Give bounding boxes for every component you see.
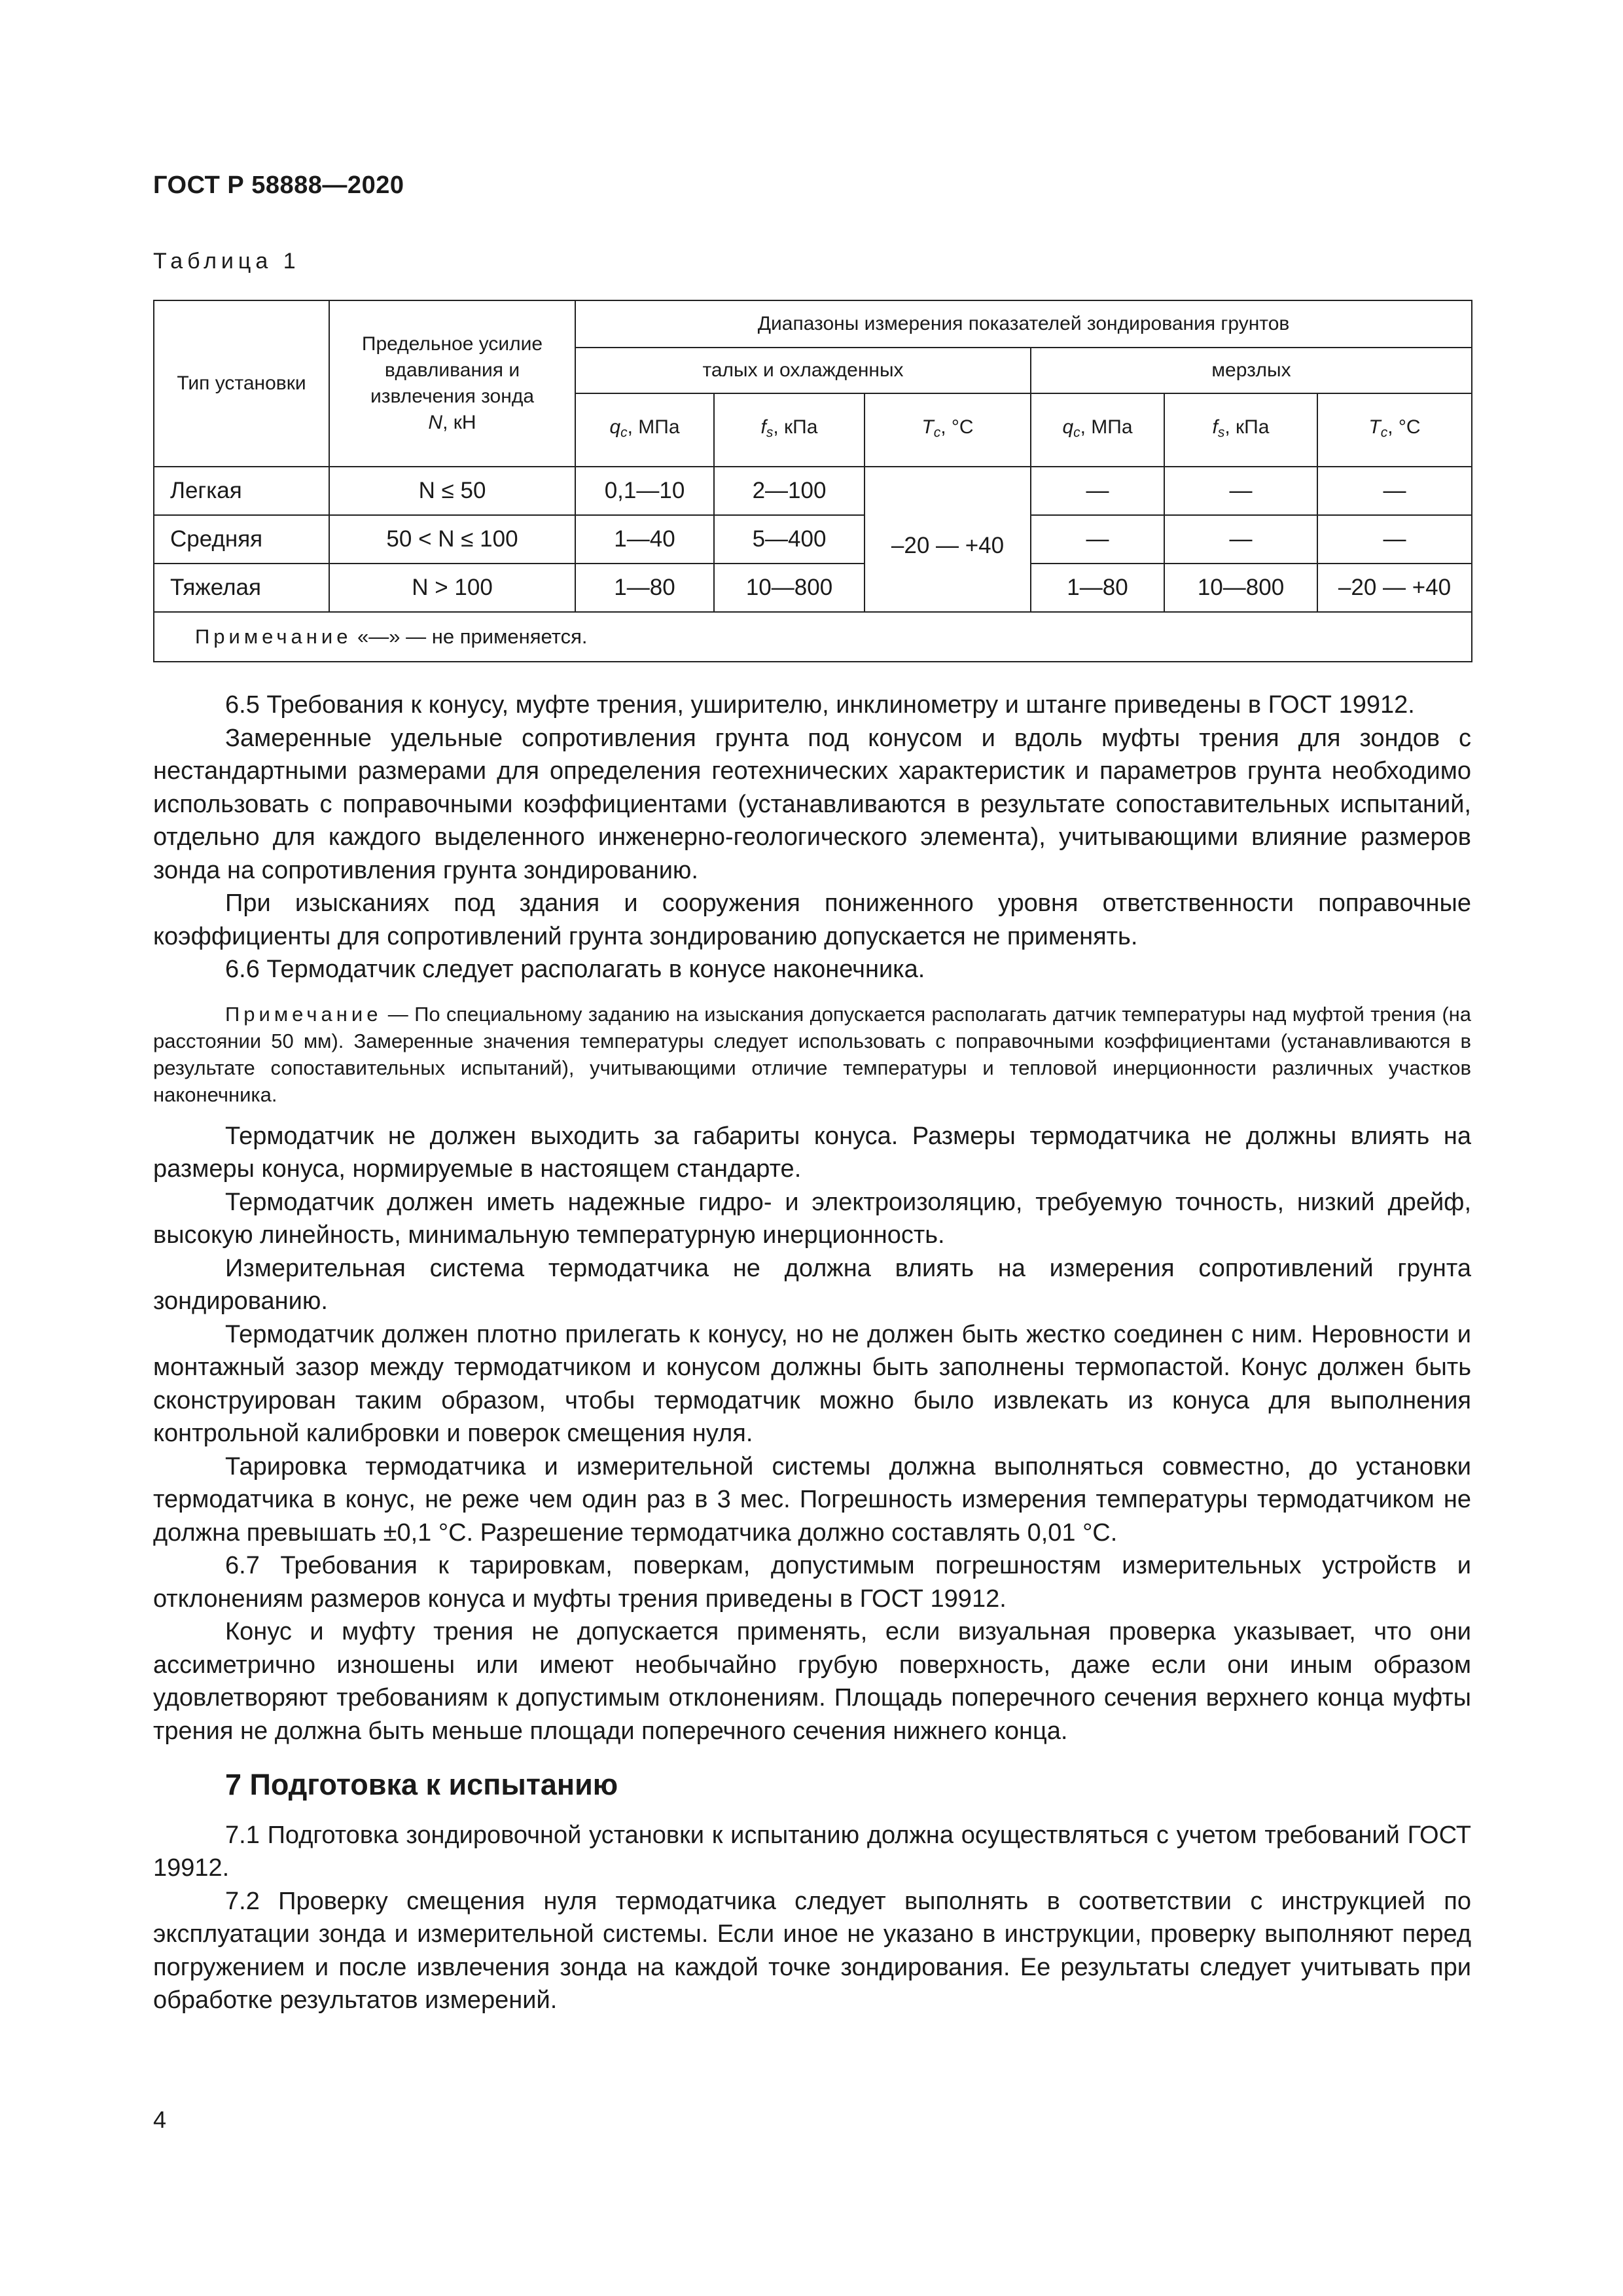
cell-type: Легкая — [154, 467, 329, 515]
section-heading: 7 Подготовка к испытанию — [225, 1768, 618, 1801]
paragraph: Конус и муфту трения не допускается применять, если визуальная проверка указывает, что они ассиметрично изношены или имеют необычайно грубую поверхность, даже если они иным образом удовлетворяют требованиям к допустимым отклонениям. Площадь поперечного сечения верхнего конца муфты трения не должна быть меньше площади поперечного сечения нижнего конца. — [153, 1618, 1471, 1745]
col-header-frozen: мерзлых — [1031, 348, 1472, 393]
force-symbol: N — [428, 412, 443, 433]
paragraph: Термодатчик не должен выходить за габариты конуса. Размеры термодатчика не должны влиять на размеры конуса, нормируемые в настоящем стандарте. — [153, 1122, 1471, 1183]
table-row-medium — [154, 515, 1472, 564]
tc-unit: , °С — [1387, 416, 1421, 438]
cell-fs: 10—800 — [714, 564, 865, 612]
paragraph: 6.5 Требования к конусу, муфте трения, уширителю, инклинометру и штанге приведены в ГОСТ 19912. — [225, 691, 1415, 719]
fs-symbol: f — [1212, 416, 1218, 438]
cell-fs-frozen: — — [1164, 515, 1317, 564]
fs-unit: , кПа — [1224, 416, 1270, 438]
col-header-ranges: Диапазоны измерения показателей зондирования грунтов — [575, 300, 1472, 348]
tc-symbol: T — [1368, 416, 1381, 438]
measurement-ranges-table — [153, 300, 1472, 662]
qc-symbol: q — [1062, 416, 1074, 438]
col-header-qc-frozen — [1031, 393, 1164, 467]
cell-qc-frozen: 1—80 — [1031, 564, 1164, 612]
cell-tc-frozen: –20 — +40 — [1317, 564, 1472, 612]
qc-subscript: c — [1073, 425, 1080, 440]
tc-unit: , °С — [940, 416, 974, 438]
cell-force: N ≤ 50 — [329, 467, 575, 515]
col-header-tc-frozen — [1317, 393, 1472, 467]
note-paragraph — [153, 1001, 1471, 1108]
note-text: — По специальному заданию на изыскания допускается располагать датчик температуры над муфтой трения (на расстоянии 50 мм). Замеренные значения температуры следует использовать с поправочными коэффициентами (устанавливаются в результате сопоставительных испытаний), учитывающими отличие температуры и тепловой инерционности различных участков наконечника. — [153, 1002, 1471, 1106]
paragraph: Замеренные удельные сопротивления грунта под конусом и вдоль муфты трения для зондов с нестандартными размерами для определения геотехнических характеристик и параметров грунта необходимо использовать с поправочными коэффициентами (устанавливаются в результате сопоставительных испытаний, отдельно для каждого выделенного инженерно-геологического элемента), учитывающими влияние размеров зонда на сопротивления грунта зондированию. — [153, 724, 1471, 884]
table-row-heavy — [154, 564, 1472, 612]
cell-tc-frozen: — — [1317, 515, 1472, 564]
paragraph: 6.6 Термодатчик следует располагать в конусе наконечника. — [225, 956, 925, 983]
cell-qc: 1—40 — [575, 515, 714, 564]
tc-symbol: T — [921, 416, 934, 438]
cell-fs: 2—100 — [714, 467, 865, 515]
cell-force: N > 100 — [329, 564, 575, 612]
table-note-label: Примечание — [195, 625, 352, 648]
paragraph: 7.2 Проверку смещения нуля термодатчика следует выполнять в соответствии с инструкцией по эксплуатации зонда и измерительной системы. Если иное не указано в инструкции, проверку выполняют перед погружением и после извлечения зонда на каждой точке зондирования. Ее результаты следует учитывать при обработке результатов измерений. — [153, 1887, 1471, 2014]
force-unit: , кН — [442, 412, 476, 433]
table-note-row — [154, 612, 1472, 662]
cell-fs: 5—400 — [714, 515, 865, 564]
table-caption: Таблица 1 — [153, 249, 300, 274]
fs-subscript: s — [766, 425, 774, 440]
qc-symbol: q — [609, 416, 621, 438]
tc-subscript: c — [933, 425, 941, 440]
fs-unit: , кПа — [773, 416, 818, 438]
col-header-tc-thawed — [865, 393, 1031, 467]
cell-type: Средняя — [154, 515, 329, 564]
cell-tc-merged: –20 — +40 — [865, 467, 1031, 612]
document-body — [153, 689, 1471, 2017]
cell-tc-frozen: — — [1317, 467, 1472, 515]
qc-subscript: c — [620, 425, 628, 440]
col-header-fs-frozen — [1164, 393, 1317, 467]
paragraph: При изысканиях под здания и сооружения пониженного уровня ответственности поправочные коэффициенты для сопротивлений грунта зондированию допускается не применять. — [153, 889, 1471, 950]
cell-fs-frozen: — — [1164, 467, 1317, 515]
col-header-fs-thawed — [714, 393, 865, 467]
table-note — [154, 612, 1472, 662]
col-header-type: Тип установки — [154, 300, 329, 467]
paragraph: 6.7 Требования к тарировкам, поверкам, допустимым погрешностям измерительных устройств и отклонениям размеров конуса и муфты трения приведены в ГОСТ 19912. — [153, 1552, 1471, 1613]
page-number: 4 — [153, 2106, 167, 2133]
cell-type: Тяжелая — [154, 564, 329, 612]
paragraph: Термодатчик должен иметь надежные гидро- и электроизоляцию, требуемую точность, низкий дрейф, высокую линейность, минимальную температурную инерционность. — [153, 1188, 1471, 1249]
cell-force: 50 < N ≤ 100 — [329, 515, 575, 564]
cell-qc-frozen: — — [1031, 515, 1164, 564]
table-row-light — [154, 467, 1472, 515]
tc-subscript: c — [1380, 425, 1388, 440]
qc-unit: , МПа — [627, 416, 680, 438]
document-code: ГОСТ Р 58888—2020 — [153, 171, 404, 199]
paragraph: Измерительная система термодатчика не должна влиять на измерения сопротивлений грунта зондированию. — [153, 1254, 1471, 1315]
cell-fs-frozen: 10—800 — [1164, 564, 1317, 612]
cell-qc-frozen: — — [1031, 467, 1164, 515]
qc-unit: , МПа — [1080, 416, 1133, 438]
col-header-qc-thawed — [575, 393, 714, 467]
fs-symbol: f — [760, 416, 766, 438]
table-note-text: «—» — не применяется. — [351, 625, 588, 648]
paragraph: Тарировка термодатчика и измерительной системы должна выполняться совместно, до установки термодатчика в конус, не реже чем один раз в 3 мес. Погрешность измерения температуры термодатчиком не должна превышать ±0,1 °С. Разрешение термодатчика должно составлять 0,01 °С. — [153, 1452, 1471, 1547]
force-header-text: Предельное усилие вдавливания и извлечения зонда — [361, 333, 543, 407]
col-header-thawed: талых и охлажденных — [575, 348, 1031, 393]
cell-qc: 0,1—10 — [575, 467, 714, 515]
cell-qc: 1—80 — [575, 564, 714, 612]
paragraph: Термодатчик должен плотно прилегать к конусу, но не должен быть жестко соединен с ним. Неровности и монтажный зазор между термодатчиком и конусом должны быть заполнены термопастой. Конус должен быть сконструирован таким образом, чтобы термодатчик можно было извлекать из конуса для выполнения контрольной калибровки и поверок смещения нуля. — [153, 1320, 1471, 1447]
col-header-force — [329, 300, 575, 467]
note-label: Примечание — [225, 1002, 382, 1026]
paragraph: 7.1 Подготовка зондировочной установки к испытанию должна осуществляться с учетом требований ГОСТ 19912. — [153, 1821, 1471, 1882]
fs-subscript: s — [1217, 425, 1225, 440]
